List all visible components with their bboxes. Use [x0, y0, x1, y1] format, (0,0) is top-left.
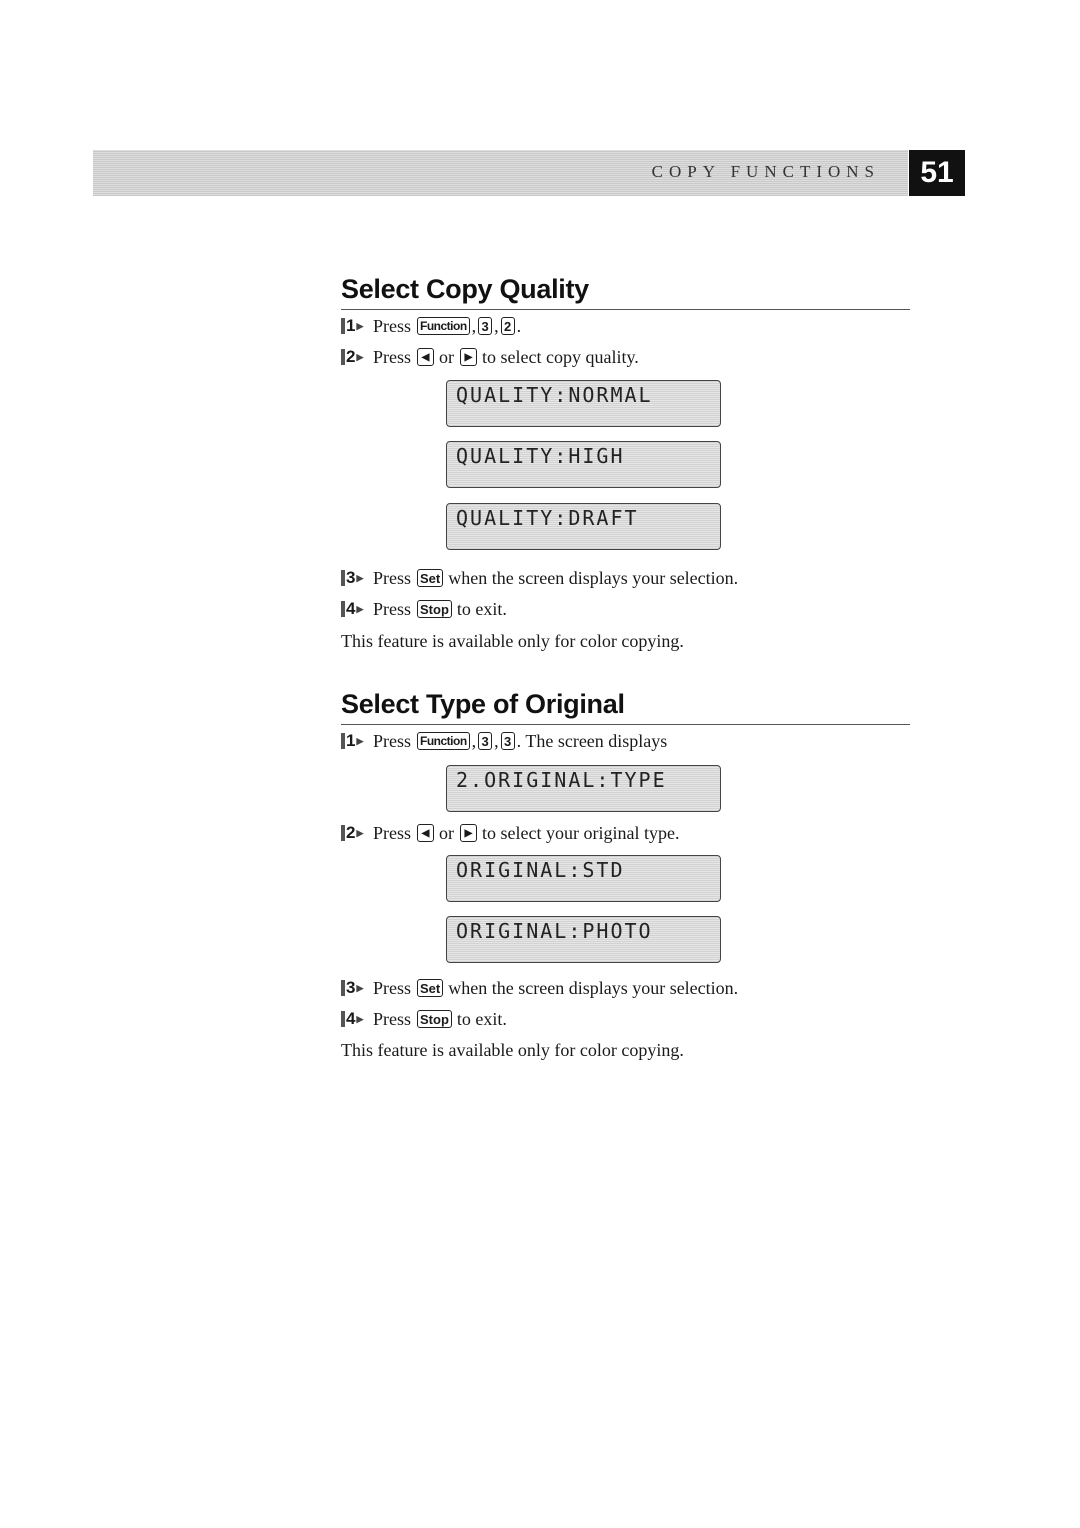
lcd-display: QUALITY:NORMAL: [446, 380, 721, 427]
set-key: Set: [417, 569, 443, 587]
lcd-display: ORIGINAL:PHOTO: [446, 916, 721, 963]
right-arrow-key: ▶: [460, 824, 477, 842]
function-key: Function: [417, 732, 470, 750]
key-2: 2: [501, 317, 515, 335]
copy-quality-section: [341, 274, 910, 651]
step-number: 2 ▶: [341, 347, 373, 367]
lcd-display: QUALITY:HIGH: [446, 441, 721, 488]
step-2: 2 ▶ Press ◀ or ▶ to select your original type.: [341, 821, 679, 845]
step-number: 3 ▶: [341, 568, 373, 588]
section-title: Select Type of Original: [341, 689, 910, 725]
step-3: 3 ▶ Press Set when the screen displays your selection.: [341, 976, 738, 1000]
left-arrow-key: ◀: [417, 824, 434, 842]
step-3: 3 ▶ Press Set when the screen displays your selection.: [341, 566, 738, 590]
step-number: 3 ▶: [341, 978, 373, 998]
lcd-display: QUALITY:DRAFT: [446, 503, 721, 550]
step-number: 4 ▶: [341, 1009, 373, 1029]
step-number: 4 ▶: [341, 599, 373, 619]
step-1: 1 ▶ Press Function , 3 , 3 . The screen displays: [341, 729, 667, 753]
stop-key: Stop: [417, 1010, 452, 1028]
type-of-original-section: [341, 689, 910, 1060]
step-4: 4 ▶ Press Stop to exit.: [341, 597, 507, 621]
section-title: Select Copy Quality: [341, 274, 910, 310]
header-band: [93, 150, 908, 196]
step-number: 1 ▶: [341, 731, 373, 751]
lcd-display: ORIGINAL:STD: [446, 855, 721, 902]
right-arrow-key: ▶: [460, 348, 477, 366]
step-4: 4 ▶ Press Stop to exit.: [341, 1007, 507, 1031]
set-key: Set: [417, 979, 443, 997]
step-number: 2 ▶: [341, 823, 373, 843]
feature-note: This feature is available only for color copying.: [341, 1040, 684, 1060]
feature-note: This feature is available only for color copying.: [341, 631, 684, 651]
page-number: 51: [909, 150, 965, 196]
stop-key: Stop: [417, 600, 452, 618]
step-1: 1 ▶ Press Function , 3 , 2 .: [341, 314, 521, 338]
step-number: 1 ▶: [341, 316, 373, 336]
key-3: 3: [501, 732, 515, 750]
key-3: 3: [478, 317, 492, 335]
lcd-display: 2.ORIGINAL:TYPE: [446, 765, 721, 812]
key-3: 3: [478, 732, 492, 750]
section-header: COPY FUNCTIONS: [651, 162, 880, 181]
left-arrow-key: ◀: [417, 348, 434, 366]
step-2: 2 ▶ Press ◀ or ▶ to select copy quality.: [341, 345, 639, 369]
function-key: Function: [417, 317, 470, 335]
